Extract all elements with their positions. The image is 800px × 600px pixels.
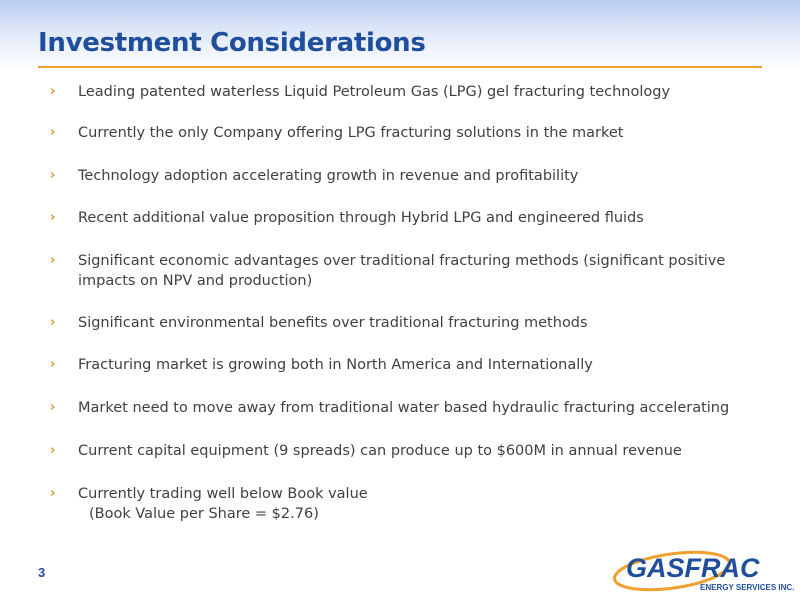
bullet-item xyxy=(46,123,746,143)
bullet-item xyxy=(46,398,746,418)
bullet-text: Significant environmental benefits over traditional fracturing methods xyxy=(78,315,588,331)
bullet-subtext: (Book Value per Share = $2.76) xyxy=(89,506,319,522)
bullet-text: Technology adoption accelerating growth in revenue and profitability xyxy=(78,168,579,184)
bullet-text: Currently trading well below Book value xyxy=(78,486,368,502)
bullet-text: Leading patented waterless Liquid Petroleum Gas (LPG) gel fracturing technology xyxy=(78,84,671,100)
chevron-right-icon: › xyxy=(50,125,56,140)
company-logo xyxy=(612,545,795,595)
bullet-text: Recent additional value proposition through Hybrid LPG and engineered fluids xyxy=(78,210,644,226)
logo-tagline: ENERGY SERVICES INC. xyxy=(700,583,795,592)
chevron-right-icon: › xyxy=(50,443,56,458)
bullet-item xyxy=(46,251,746,291)
bullet-text: Market need to move away from traditional water based hydraulic fracturing accelerating xyxy=(78,400,730,416)
chevron-right-icon: › xyxy=(50,84,56,99)
chevron-right-icon: › xyxy=(50,400,56,415)
logo-wordmark: GASFRAC xyxy=(626,553,760,583)
bullet-text: Currently the only Company offering LPG fracturing solutions in the market xyxy=(78,125,624,141)
chevron-right-icon: › xyxy=(50,168,56,183)
chevron-right-icon: › xyxy=(50,210,56,225)
bullet-item xyxy=(46,355,746,375)
chevron-right-icon: › xyxy=(50,315,56,330)
chevron-right-icon: › xyxy=(50,486,56,501)
bullet-item xyxy=(46,82,746,102)
chevron-right-icon: › xyxy=(50,253,56,268)
bullet-item xyxy=(46,313,746,333)
chevron-right-icon: › xyxy=(50,357,56,372)
bullet-item xyxy=(46,166,746,186)
bullet-text: Fracturing market is growing both in North America and Internationally xyxy=(78,357,593,373)
bullet-list xyxy=(46,82,746,524)
logo-graphic xyxy=(612,545,795,595)
bullet-item xyxy=(46,484,746,524)
bullet-item xyxy=(46,441,746,461)
bullet-item xyxy=(46,208,746,228)
bullet-text: Current capital equipment (9 spreads) can produce up to $600M in annual revenue xyxy=(78,443,682,459)
title-divider xyxy=(38,66,762,68)
bullet-text: Significant economic advantages over traditional fracturing methods (significant positive impacts on NPV and production) xyxy=(78,253,726,289)
page-number: 3 xyxy=(38,565,46,580)
page-title: Investment Considerations xyxy=(38,28,426,58)
